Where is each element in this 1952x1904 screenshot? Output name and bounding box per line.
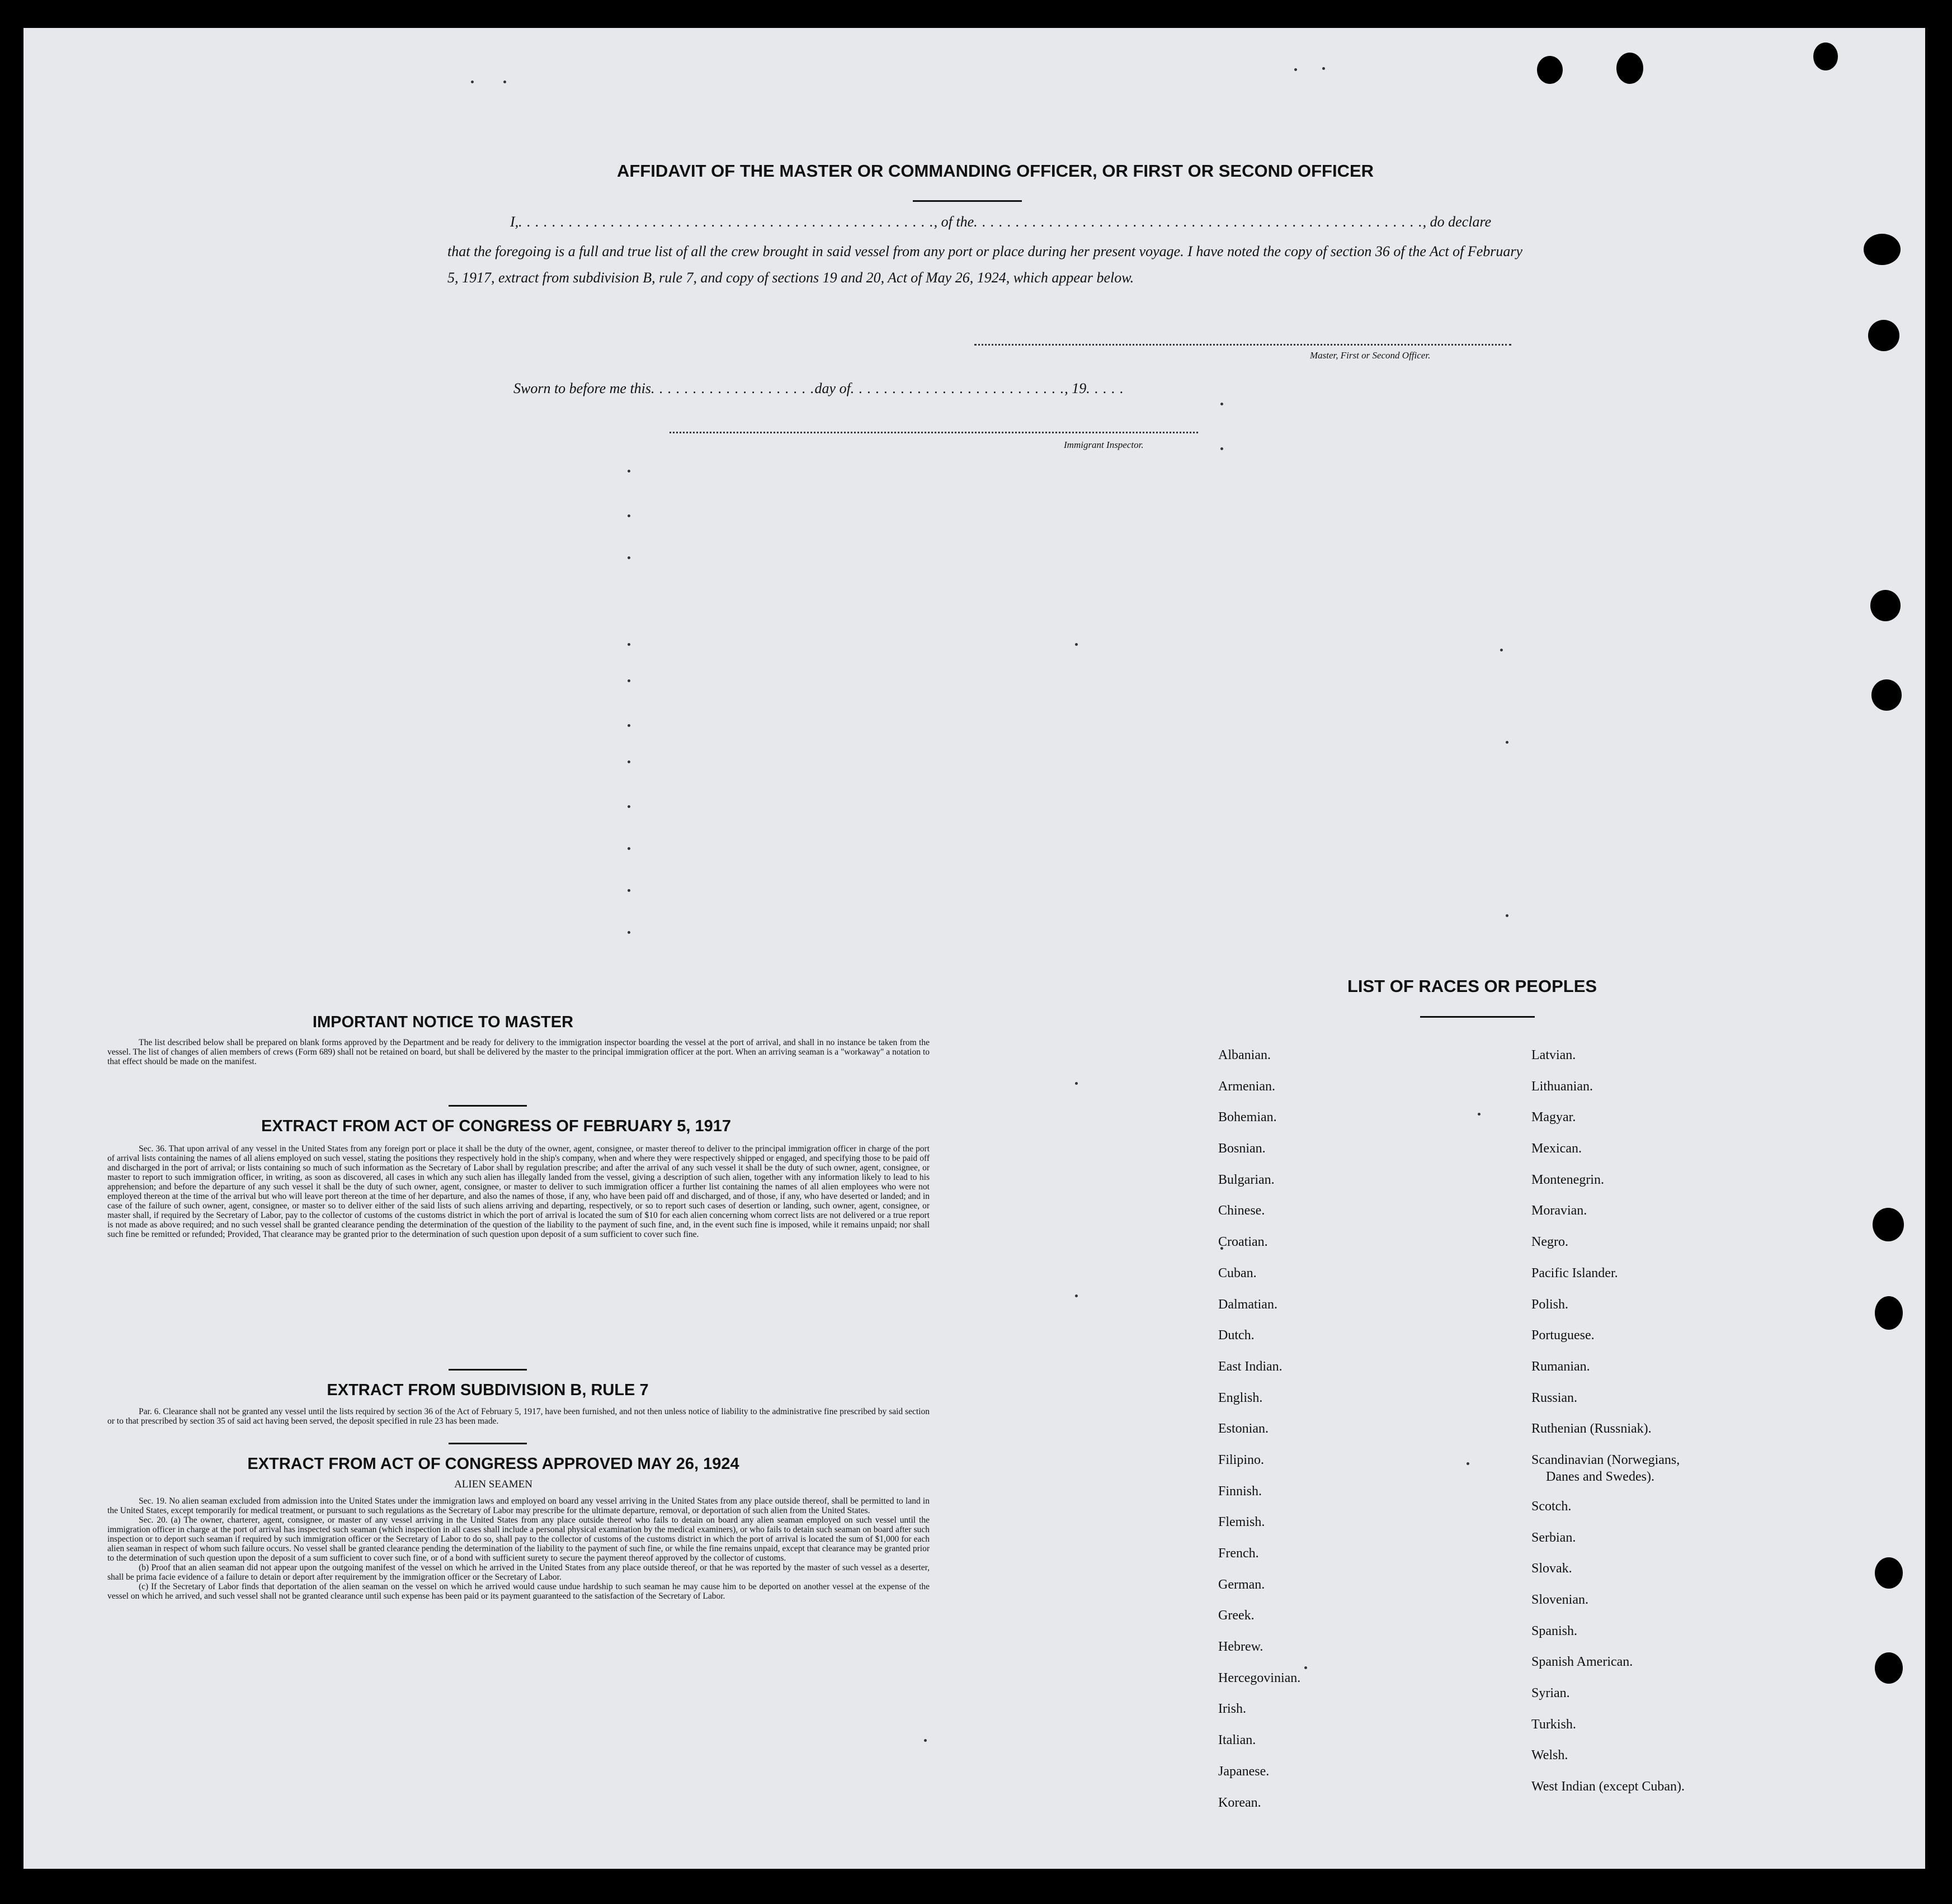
affidavit-line-1 xyxy=(510,214,1491,230)
race-item: Montenegrin. xyxy=(1531,1172,1604,1187)
sworn-label: Sworn to before me this xyxy=(513,380,652,396)
race-item: East Indian. xyxy=(1218,1359,1283,1374)
extract-1924-subtitle: ALIEN SEAMEN xyxy=(454,1478,532,1490)
race-item: Chinese. xyxy=(1218,1203,1265,1218)
document-page xyxy=(23,28,1925,1869)
race-item: Latvian. xyxy=(1531,1048,1576,1062)
section-rule xyxy=(449,1443,527,1444)
speck xyxy=(628,679,630,682)
race-item: Portuguese. xyxy=(1531,1328,1595,1343)
race-item: French. xyxy=(1218,1546,1259,1561)
punch-hole xyxy=(1616,53,1643,84)
speck xyxy=(628,931,630,934)
section-rule xyxy=(449,1369,527,1371)
race-item: Armenian. xyxy=(1218,1079,1275,1094)
speck xyxy=(628,470,630,473)
speck xyxy=(628,847,630,850)
race-item: Syrian. xyxy=(1531,1686,1570,1701)
speck xyxy=(628,805,630,808)
fill-in-line[interactable]: . . . . . . . . . . . . . . . . . . . . . . . . . . . . . . . . . . . . . . . . . . . . . . . . . . xyxy=(518,214,934,230)
section-20c-paragraph: (c) If the Secretary of Labor finds that deportation of the alien seaman on the vessel on which he arrived would cause undue hardship to such seaman he may cause him to be deported on another vessel at the expense of the vessel on which he arrived, and such vessel shall not be granted clearance until such expense has been paid or its payment guaranteed to the satisfaction of the Secretary of Labor. xyxy=(107,1582,930,1601)
extract-1917-text xyxy=(107,1144,930,1239)
race-item: Estonian. xyxy=(1218,1421,1269,1437)
punch-hole xyxy=(1875,1557,1903,1589)
inspector-signature-line[interactable] xyxy=(669,432,1198,433)
race-item: Bohemian. xyxy=(1218,1110,1277,1125)
speck xyxy=(1500,649,1503,651)
notice-title: IMPORTANT NOTICE TO MASTER xyxy=(312,1013,574,1031)
race-item xyxy=(1531,1452,1822,1498)
race-item: Flemish. xyxy=(1218,1515,1265,1530)
section-rule xyxy=(449,1105,527,1107)
race-item: Spanish American. xyxy=(1531,1655,1633,1670)
sworn-day-label: day of xyxy=(814,380,851,396)
speck xyxy=(1322,67,1325,70)
race-item: Greek. xyxy=(1218,1608,1255,1623)
extract-rule7-text xyxy=(107,1407,930,1426)
race-item: West Indian (except Cuban). xyxy=(1531,1779,1685,1794)
speck xyxy=(924,1739,927,1742)
sworn-year-label: , 19 xyxy=(1064,380,1087,396)
race-item: Turkish. xyxy=(1531,1717,1576,1732)
race-item: Slovenian. xyxy=(1531,1593,1588,1607)
speck xyxy=(1075,1082,1078,1085)
race-item: Croatian. xyxy=(1218,1235,1268,1250)
race-item: Mexican. xyxy=(1531,1141,1582,1156)
speck xyxy=(1075,1294,1078,1297)
speck xyxy=(1075,643,1078,646)
fill-in-line: . . . . . xyxy=(1086,380,1124,396)
section-20a-paragraph: Sec. 20. (a) The owner, charterer, agent, consignee, or master of any vessel arriving in the United States from any place outside thereof who fails to detain on board any alien seaman employed on such vessel until the immigration officer in charge at the port of arrival has inspected such seaman (which inspection in all cases shall include a personal physical examination by the medical examiners), or who fails to detain such seaman on board after such inspection or to deport such seaman if required by such immigration officer or the Secretary of Labor to do so, shall pay to the collector of customs of the customs district in which the port of arrival is located the sum of $1,000 for each alien seaman in respect of whom such failure occurs. No vessel shall be granted clearance pending the determination of the liability to the payment of such fine, or while the fine remains unpaid, except that clearance may be granted prior to the determination of such question upon the deposit of a sum sufficient to cover such fine, or of a bond with sufficient surety to secure the payment thereof approved by the collector of customs. xyxy=(107,1515,930,1563)
speck xyxy=(1220,447,1223,450)
extract-1924-text xyxy=(107,1496,930,1601)
race-item: Scotch. xyxy=(1531,1499,1572,1514)
fill-in-line[interactable]: . . . . . . . . . . . . . . . . . . . . xyxy=(651,380,815,396)
race-item: Lithuanian. xyxy=(1531,1079,1593,1094)
races-title: LIST OF RACES OR PEOPLES xyxy=(1347,976,1597,996)
punch-hole xyxy=(1875,1296,1903,1330)
affidavit-of-label: , of the xyxy=(933,214,974,230)
race-item: Spanish. xyxy=(1531,1623,1578,1638)
affidavit-title: AFFIDAVIT OF THE MASTER OR COMMANDING OFFICER, OR FIRST OR SECOND OFFICER xyxy=(616,161,1374,181)
extract-rule7-title: EXTRACT FROM SUBDIVISION B, RULE 7 xyxy=(327,1381,649,1399)
race-item: Pacific Islander. xyxy=(1531,1265,1618,1281)
punch-hole xyxy=(1871,679,1902,711)
affidavit-body: that the foregoing is a full and true list of all the crew brought in said vessel from any port or place during her present voyage. I have noted the copy of section 36 of the Act of February 5, 1917, extract from subdivision B, rule 7, and copy of sections 19 and 20, Act of May 26, 1924, which appear below. xyxy=(447,243,1523,286)
race-item: Magyar. xyxy=(1531,1110,1576,1125)
race-item: Japanese. xyxy=(1218,1764,1270,1779)
inspector-caption: Immigrant Inspector. xyxy=(1064,440,1144,450)
race-item: English. xyxy=(1218,1390,1263,1405)
race-item: Dalmatian. xyxy=(1218,1297,1277,1312)
race-item-line: Scandinavian (Norwegians, xyxy=(1531,1452,1680,1467)
races-left-column xyxy=(1218,1047,1498,1825)
master-signature-line[interactable] xyxy=(974,344,1511,346)
race-item: Cuban. xyxy=(1218,1265,1257,1281)
race-item: Russian. xyxy=(1531,1390,1578,1405)
race-item: Irish. xyxy=(1218,1702,1246,1717)
race-item: Bulgarian. xyxy=(1218,1172,1275,1187)
speck xyxy=(628,760,630,763)
race-item-continuation: Danes and Swedes). xyxy=(1546,1469,1654,1484)
races-right-column xyxy=(1531,1047,1822,1809)
race-item: Dutch. xyxy=(1218,1328,1255,1343)
punch-hole xyxy=(1873,1208,1904,1241)
race-item: Albanian. xyxy=(1218,1048,1271,1062)
punch-hole xyxy=(1864,234,1901,265)
extract-1924-title: EXTRACT FROM ACT OF CONGRESS APPROVED MAY 26, 1924 xyxy=(247,1455,739,1473)
speck xyxy=(1506,741,1508,744)
race-item: German. xyxy=(1218,1577,1265,1592)
race-item: Hebrew. xyxy=(1218,1640,1263,1655)
affidavit-i-label: I, xyxy=(510,214,519,230)
race-item: Welsh. xyxy=(1531,1748,1568,1763)
race-item: Polish. xyxy=(1531,1297,1569,1312)
extract-1917-title: EXTRACT FROM ACT OF CONGRESS OF FEBRUARY 5, 1917 xyxy=(261,1117,732,1135)
race-item: Hercegovinian. xyxy=(1218,1670,1301,1685)
speck xyxy=(628,556,630,559)
notice-text xyxy=(107,1038,930,1066)
punch-hole xyxy=(1537,56,1563,84)
speck xyxy=(628,643,630,646)
speck xyxy=(1220,403,1223,405)
affidavit-declare-label: , do declare xyxy=(1422,214,1492,230)
speck xyxy=(1294,68,1297,71)
section-19-paragraph: Sec. 19. No alien seaman excluded from admission into the United States under the immigration laws and employed on board any vessel arriving in the United States from any place outside thereof, shall be permitted to land in the United States, except temporarily for medical treatment, or pursuant to such regulations as the Secretary of Labor may prescribe for the ultimate departure, removal, or deportation of such alien from the United States. xyxy=(107,1496,930,1515)
speck xyxy=(1506,914,1508,917)
master-caption: Master, First or Second Officer. xyxy=(1310,350,1431,361)
race-item: Italian. xyxy=(1218,1733,1256,1748)
rule7-paragraph: Par. 6. Clearance shall not be granted any vessel until the lists required by section 36 of the Act of February 5, 1917, have been furnished, and not then unless notice of liability to the administrative fine prescribed by said section or to that prescribed by section 35 of said act having been served, the deposit specified in rule 23 has been made. xyxy=(107,1407,930,1426)
title-rule xyxy=(913,200,1022,202)
race-item: Ruthenian (Russniak). xyxy=(1531,1421,1652,1437)
section-36-paragraph: Sec. 36. That upon arrival of any vessel in the United States from any foreign port or place it shall be the duty of the owner, agent, consignee, or master thereof to deliver to the principal immigration officer in charge of the port of arrival lists containing the names of all aliens employed on such vessel, stating the positions they respectively hold in the ship's company, when and where they were respectively shipped or engaged, and specifying those to be paid off and discharged in the port of arrival; or lists containing so much of such information as the Secretary of Labor shall by regulation prescribe; and after the arrival of any such vessel it shall be the duty of such owner, agent, consignee, or master to report to such immigration officer, in writing, as soon as discovered, all cases in which any such alien has illegally landed from the vessel, giving a description of such alien, together with any information likely to lead to his apprehension; and before the departure of any such vessel it shall be the duty of such owner, agent, consignee, or master to deliver to such immigration officer a further list containing the names of all alien employees who were not employed thereon at the time of the arrival but who will leave port thereon at the time of her departure, and also the names of those, if any, who have been paid off and discharged, and of those, if any, who have deserted or landed; and in case of the failure of such owner, agent, consignee, or master so to deliver either of the said lists of such aliens arriving and departing, respectively, or so to report such cases of desertion or landing, such owner, agent, consignee, or master shall, if required by the Secretary of Labor, pay to the collector of customs of the customs district in which the port of arrival is located the sum of $10 for each alien concerning whom correct lists are not delivered or a true report is not made as above required; and no such vessel shall be granted clearance pending the determination of the question of the liability to the payment of such fine, and, in the event such fine is imposed, while it remains unpaid; nor shall such fine be remitted or refunded; Provided, That clearance may be granted prior to the determination of such question upon deposit of a sum sufficient to cover such fine. xyxy=(107,1144,930,1239)
punch-hole xyxy=(1868,320,1899,351)
race-item: Filipino. xyxy=(1218,1452,1265,1467)
speck xyxy=(628,724,630,727)
speck xyxy=(628,889,630,892)
speck xyxy=(503,81,506,83)
sworn-line xyxy=(513,380,1124,397)
fill-in-line[interactable]: . . . . . . . . . . . . . . . . . . . . . . . . . . xyxy=(850,380,1065,396)
race-item: Serbian. xyxy=(1531,1530,1576,1545)
notice-paragraph: The list described below shall be prepared on blank forms approved by the Department and be ready for delivery to the immigration inspector boarding the vessel at the port of arrival, and shall in no instance be taken from the vessel. The list of changes of alien members of crews (Form 689) shall not be retained on board, but shall be delivered by the master to the principal immigration officer at the port. When an arriving seaman is a "workaway" a notation to that effect should be made on the manifest. xyxy=(107,1038,930,1066)
race-item: Finnish. xyxy=(1218,1483,1262,1499)
punch-hole xyxy=(1870,590,1901,621)
races-title-rule xyxy=(1420,1016,1535,1018)
race-item: Slovak. xyxy=(1531,1561,1572,1576)
fill-in-line[interactable]: . . . . . . . . . . . . . . . . . . . . . . . . . . . . . . . . . . . . . . . . . . . . . . . . . . . . . . xyxy=(974,214,1423,230)
section-20b-paragraph: (b) Proof that an alien seaman did not appear upon the outgoing manifest of the vessel on which he arrived in the United States from any place outside thereof, or that he was reported by the master of such vessel as a deserter, shall be prima facie evidence of a failure to detain or deport after requirement by the immigration officer or the Secretary of Labor. xyxy=(107,1563,930,1582)
race-item: Bosnian. xyxy=(1218,1141,1266,1156)
race-item: Negro. xyxy=(1531,1235,1568,1250)
speck xyxy=(471,81,474,83)
punch-hole xyxy=(1875,1652,1903,1684)
speck xyxy=(628,514,630,517)
race-item: Moravian. xyxy=(1531,1203,1587,1218)
race-item: Rumanian. xyxy=(1531,1359,1590,1374)
punch-hole xyxy=(1813,42,1838,70)
race-item: Korean. xyxy=(1218,1795,1261,1810)
